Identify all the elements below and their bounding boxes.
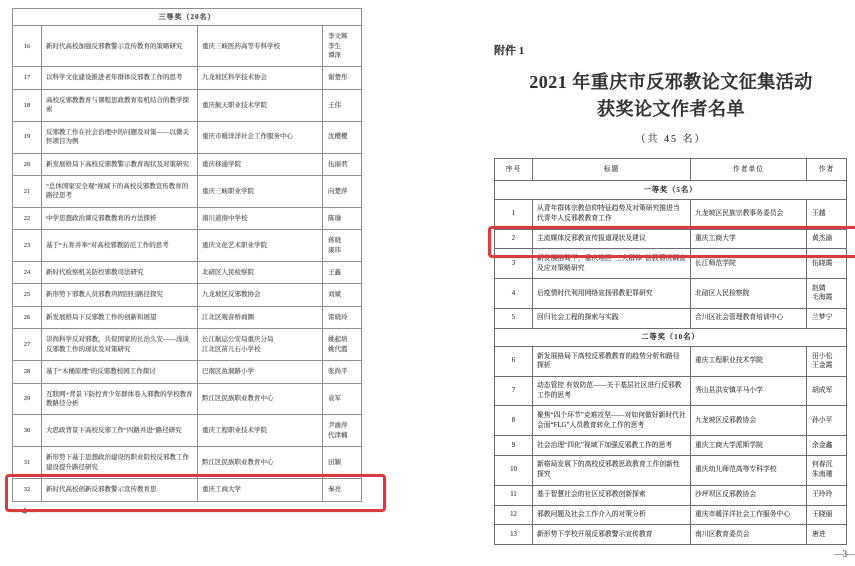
cell-author-line: 唐进 (812, 530, 826, 538)
cell-title: 新形势下基于思想政治建设的职业院校反邪教工作建设提升路径研究 (42, 447, 198, 479)
cell-author (323, 262, 362, 284)
cell-title: 社会治理“四化”视域下加强反邪教工作的思考 (533, 436, 691, 456)
cell-author-line: 王越 (812, 210, 826, 218)
cell-org (198, 262, 323, 284)
cell-org-line: 九龙坡区科学技术协会 (202, 74, 267, 82)
cell-org-line: 江北区苗儿石小学校 (202, 345, 261, 353)
cell-org-line: 重庆三峡职业学院 (202, 187, 254, 195)
cell-author (807, 279, 847, 309)
cell-org-line: 黔江区民族职业教育中心 (202, 395, 274, 403)
cell-title: 互联网+背景下防控青少年群体卷入邪教的学校教育教路径分析 (42, 383, 198, 415)
cell-author-line: 姚代霞 (328, 345, 348, 353)
cell-author (807, 308, 847, 328)
cell-author (807, 436, 847, 456)
cell-title: 从青年群体宗教信仰特征趋势及对策研究推进当代青年人反邪教教育工作 (533, 199, 691, 229)
table-row-highlighted (495, 229, 847, 249)
cell-author-line: 代津楠 (328, 431, 348, 439)
cell-title: 新发展格局下高校反邪教教育的趋势分析和路径探析 (533, 347, 691, 377)
cell-org (198, 26, 323, 67)
cell-org (198, 284, 323, 306)
cell-author (807, 376, 847, 406)
cell-org (198, 175, 323, 207)
cell-org-line: 北碚区人民检察院 (695, 289, 750, 297)
cell-author-line: 陈瑜 (328, 214, 341, 222)
cell-org-line: 重庆工程职业技术学院 (695, 357, 763, 365)
cell-number: 1 (495, 199, 533, 229)
cell-author-line: 沈樱樱 (328, 133, 348, 141)
cell-org (691, 249, 807, 279)
table-row (13, 26, 362, 67)
cell-author-line: 何春沉 (812, 461, 833, 469)
cell-author-line: 胡成军 (812, 387, 833, 395)
cell-org (691, 455, 807, 485)
doc-title-line1: 2021 年重庆市反邪教论文征集活动 (529, 72, 813, 92)
cell-org-line: 秀山县洪安镇平马小学 (695, 387, 763, 395)
cell-number: 2 (495, 229, 533, 249)
cell-number: 11 (495, 485, 533, 505)
section-header-third-prize: 三等奖（20名） (13, 9, 362, 26)
col-header-no: 序号 (495, 158, 533, 181)
cell-author-line: 孙小平 (812, 416, 833, 424)
cell-author (807, 455, 847, 485)
cell-title: 动态管控 有效防范——关于基层社区进行反邪教工作的思考 (533, 376, 691, 406)
cell-org (691, 505, 807, 525)
cell-org-line: 合川区社会管理教育培训中心 (695, 314, 784, 322)
cell-org (198, 329, 323, 361)
cell-number: 31 (13, 447, 42, 479)
cell-author-line: 王晓丽 (812, 511, 833, 518)
page-number-right: —3— (834, 549, 854, 560)
table-row (495, 199, 847, 229)
cell-author (323, 306, 362, 328)
cell-author-line: 谭泽 (328, 51, 341, 59)
table-row (13, 361, 362, 383)
table-row (495, 406, 847, 436)
table-row (495, 436, 847, 456)
table-row (495, 308, 847, 328)
table-row (495, 525, 847, 545)
cell-author (323, 207, 362, 229)
cell-author (807, 525, 847, 545)
cell-org-line: 南川区教育委员会 (695, 530, 750, 538)
cell-number: 18 (13, 89, 42, 121)
cell-number: 30 (13, 415, 42, 447)
cell-title: 后疫情时代利用网络宣扬邪教犯罪研究 (533, 279, 691, 309)
cell-author-line: 毛海霞 (812, 294, 833, 302)
cell-number: 27 (13, 329, 42, 361)
table-section-row (13, 9, 362, 26)
table-row (495, 376, 847, 406)
cell-org (198, 230, 323, 262)
cell-org-line: 重庆工程职业技术学院 (202, 427, 267, 435)
table-row (13, 329, 362, 361)
cell-org (198, 361, 323, 383)
page-number-left: —4— (14, 505, 34, 516)
cell-org (691, 279, 807, 309)
cell-title: 崇尚科学反对邪教，共促国家的长治久安——浅谈反邪教工作的现状及对策研究 (42, 329, 198, 361)
cell-author-line: 李文辉 (328, 33, 348, 41)
cell-author-line: 秦亮 (328, 486, 341, 494)
doc-subtitle-count: （共 45 名） (635, 133, 707, 145)
cell-author-line: 田颖 (328, 458, 341, 466)
table-row-highlighted (13, 479, 362, 501)
doc-title-line2: 获奖论文作者名单 (597, 99, 745, 120)
cell-author-line: 田小松 (812, 352, 833, 360)
table-row (13, 67, 362, 89)
cell-org-line: 沙坪坝区反邪教协会 (695, 491, 757, 499)
cell-title: 回归社会工程的探索与实践 (533, 308, 691, 328)
cell-title: 基于“五育并举”对高校邪教防范工作的思考 (42, 230, 198, 262)
table-row (13, 121, 362, 153)
cell-org-line: 重庆工商大学 (695, 235, 736, 243)
cell-title: 新时代高校加强反邪教警示宣传教育的策略研究 (42, 26, 198, 67)
scanned-page-right (492, 42, 854, 560)
cell-org (198, 207, 323, 229)
cell-author (807, 406, 847, 436)
cell-author (323, 67, 362, 89)
cell-org-line: 重庆文化艺术职业学院 (202, 241, 267, 249)
table-row (13, 207, 362, 229)
cell-number: 25 (13, 284, 42, 306)
cell-title: 主流媒体反邪教宣传报道现状及建议 (533, 229, 691, 249)
cell-org (691, 308, 807, 328)
scanned-page-left (12, 8, 378, 516)
cell-org (691, 406, 807, 436)
cell-author-line: 李生 (328, 42, 341, 50)
cell-title: 中学思想政治课反邪教教育的方法探析 (42, 207, 198, 229)
cell-org-line: 重庆工商大学 (202, 486, 241, 494)
cell-author (323, 284, 362, 306)
cell-author-line: 尹渝萍 (328, 422, 348, 430)
table-header-row (495, 158, 847, 181)
cell-org-line: 九龙坡区民族宗教事务委员会 (695, 210, 784, 218)
cell-org (691, 376, 807, 406)
cell-author (323, 447, 362, 479)
cell-author-line: 蒋晓 (328, 237, 341, 245)
cell-author-line: 康玮 (328, 246, 341, 254)
cell-author (323, 479, 362, 501)
cell-org-line: 重庆航天职业技术学院 (202, 101, 267, 109)
cell-author (323, 153, 362, 175)
cell-org (198, 306, 323, 328)
cell-title: 反邪教工作在社会治理中的问题及对策——以微关怀项目为例 (42, 121, 198, 153)
cell-org-line: 重庆市暖洋洋社会工作服务中心 (202, 133, 293, 141)
col-header-title: 标题 (533, 158, 691, 181)
cell-org (691, 436, 807, 456)
cell-author (807, 199, 847, 229)
cell-org-line: 重庆工商大学派斯学院 (695, 441, 763, 449)
cell-org-line: 长江师范学院 (695, 259, 736, 267)
cell-number: 4 (495, 279, 533, 309)
cell-number: 10 (495, 455, 533, 485)
cell-title: 新时代高校创新反邪教警示宣传教育思 (42, 479, 198, 501)
cell-org-line: 北碚区人民检察院 (202, 269, 254, 277)
table-row (13, 383, 362, 415)
cell-title: 基于“木桶原理”的反邪教校园工作探讨 (42, 361, 198, 383)
cell-author-line: 雷晓玲 (328, 313, 348, 321)
cell-author (323, 121, 362, 153)
cell-title: 聚焦“四个环节”克难攻坚——对如何做好新时代社会面“FLG”人员教育转化工作的思考 (533, 406, 691, 436)
cell-number: 23 (13, 230, 42, 262)
cell-org (691, 347, 807, 377)
table-row (13, 284, 362, 306)
cell-org (198, 121, 323, 153)
cell-number: 22 (13, 207, 42, 229)
cell-number: 28 (13, 361, 42, 383)
cell-author-line: 伍晓霞 (812, 259, 833, 267)
cell-number: 8 (495, 406, 533, 436)
table-row (495, 485, 847, 505)
cell-number: 13 (495, 525, 533, 545)
cell-org-line: 九龙坡区反邪教协会 (695, 416, 757, 424)
cell-number: 29 (13, 383, 42, 415)
table-row (495, 249, 847, 279)
cell-org-line: 重庆幼儿师范高等专科学校 (695, 466, 777, 474)
cell-title: 新形势下邪教人员邪教巩固回归路径探究 (42, 284, 198, 306)
cell-org (198, 67, 323, 89)
cell-author-line: 黄杰渝 (812, 235, 833, 243)
table-section-row (495, 328, 847, 346)
cell-author-line: 袁军 (328, 395, 341, 403)
table-row (13, 262, 362, 284)
table-row (495, 347, 847, 377)
third-prize-table (12, 8, 362, 502)
attachment-label: 附件 1 (494, 45, 525, 57)
cell-org (198, 383, 323, 415)
cell-org (198, 89, 323, 121)
table-row (13, 447, 362, 479)
cell-org-line: 江北区观音桥商圈 (202, 313, 254, 321)
section-header: 二等奖（10名） (495, 328, 847, 346)
cell-author (807, 229, 847, 249)
cell-org (691, 229, 807, 249)
cell-number: 17 (13, 67, 42, 89)
cell-number: 16 (13, 26, 42, 67)
cell-org-line: 重庆移通学院 (202, 160, 241, 168)
cell-org-line: 南川道南中学校 (202, 214, 248, 222)
cell-org (691, 199, 807, 229)
col-header-org: 作者单位 (691, 158, 807, 181)
table-row (495, 505, 847, 525)
cell-org (198, 153, 323, 175)
cell-author-line: 姚起培 (328, 336, 348, 344)
cell-title: 高校反邪教教育与课程思政教育有机结合的教学探索 (42, 89, 198, 121)
cell-author-line: 王玲玲 (812, 491, 833, 499)
cell-author-line: 向楚萍 (328, 187, 348, 195)
cell-title: 新格局发展下的高校反邪教思政教育工作创新性探究 (533, 455, 691, 485)
cell-title: 新发展格局下高校反邪教警示教育现状及对策研究 (42, 153, 198, 175)
table-row (13, 153, 362, 175)
cell-title: 邪教问题及社会工作介入的对策分析 (533, 505, 691, 525)
cell-author-line: 刘斌 (328, 291, 341, 299)
cell-author-line: 余金鑫 (812, 441, 833, 449)
cell-org (691, 485, 807, 505)
cell-number: 32 (13, 479, 42, 501)
cell-org (198, 415, 323, 447)
cell-number: 5 (495, 308, 533, 328)
cell-title: 以科学文化建设推进老年群体反邪教工作的思考 (42, 67, 198, 89)
cell-org-line: 九龙坡区反邪教协会 (202, 291, 261, 299)
cell-title: 新发展格局下，重庆地区“三大群体”信教情况调查及应对策略研究 (533, 249, 691, 279)
cell-org-line: 长江航运公安局重庆分局 (202, 336, 274, 344)
cell-org-line: 重庆市暖洋洋社会工作服务中心 (695, 511, 791, 518)
cell-org-line: 重庆三峡医药高等专科学校 (202, 42, 280, 50)
table-row (495, 279, 847, 309)
cell-author (807, 485, 847, 505)
cell-title: 基于智慧社会的社区反邪教创新探索 (533, 485, 691, 505)
cell-author (323, 329, 362, 361)
cell-author (807, 505, 847, 525)
cell-author-line: 谢楚彤 (328, 74, 348, 82)
table-row (13, 230, 362, 262)
cell-author-line: 张尚平 (328, 368, 348, 376)
cell-number: 9 (495, 436, 533, 456)
cell-author-line: 兰梦宁 (812, 314, 833, 322)
cell-author (807, 347, 847, 377)
cell-title: “总体国家安全观”视域下的高校反邪教宣传教育的路径思考 (42, 175, 198, 207)
cell-title: 新形势下学校开展反邪教警示宣传教育 (533, 525, 691, 545)
cell-number: 26 (13, 306, 42, 328)
cell-author-line: 王伟 (328, 101, 341, 109)
cell-number: 21 (13, 175, 42, 207)
cell-author-line: 王鑫 (328, 269, 341, 277)
cell-number: 19 (13, 121, 42, 153)
cell-author (323, 383, 362, 415)
cell-number: 6 (495, 347, 533, 377)
cell-number: 12 (495, 505, 533, 525)
table-row (13, 175, 362, 207)
cell-author (323, 361, 362, 383)
cell-author-line: 赵婧 (812, 284, 826, 292)
cell-number: 24 (13, 262, 42, 284)
cell-author (323, 26, 362, 67)
cell-author-line: 伍丽君 (328, 160, 348, 168)
col-header-author: 作者 (807, 158, 847, 181)
table-row (495, 455, 847, 485)
section-header: 一等奖（5名） (495, 181, 847, 199)
table-row (13, 306, 362, 328)
cell-number: 20 (13, 153, 42, 175)
cell-author-line: 王金霞 (812, 362, 833, 370)
cell-org (691, 525, 807, 545)
cell-title: 新发展格局下反邪教工作的创新和展望 (42, 306, 198, 328)
cell-author (323, 230, 362, 262)
award-list-table (494, 158, 847, 546)
cell-author (323, 175, 362, 207)
cell-number: 7 (495, 376, 533, 406)
cell-title: 大思政背景下高校反邪工作“四路并进”路径研究 (42, 415, 198, 447)
cell-author-line: 朱南瑾 (812, 471, 833, 479)
cell-author (323, 89, 362, 121)
cell-number: 3 (495, 249, 533, 279)
cell-org (198, 447, 323, 479)
cell-org-line: 黔江区民族职业教育中心 (202, 458, 274, 466)
cell-author (807, 249, 847, 279)
table-row (13, 89, 362, 121)
table-section-row (495, 181, 847, 199)
cell-author (323, 415, 362, 447)
cell-title: 新时代检察机关防控邪教司法研究 (42, 262, 198, 284)
cell-org (198, 479, 323, 501)
table-row (13, 415, 362, 447)
cell-org-line: 巴南区鱼洞路小学 (202, 368, 254, 376)
